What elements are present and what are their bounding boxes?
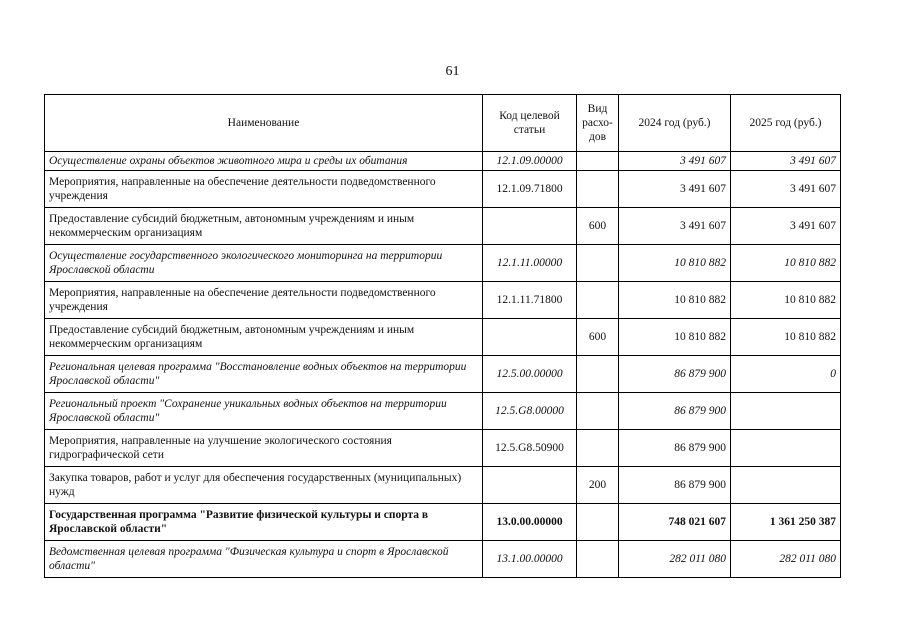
row-name: Осуществление охраны объектов животного мира и среды их обитания bbox=[45, 152, 483, 171]
row-2024: 86 879 900 bbox=[619, 356, 731, 393]
row-code: 12.5.G8.50900 bbox=[483, 430, 577, 467]
table-row bbox=[45, 171, 841, 208]
row-2025 bbox=[731, 393, 841, 430]
table-row bbox=[45, 541, 841, 578]
row-name: Региональный проект "Сохранение уникальных водных объектов на территории Ярославской области" bbox=[45, 393, 483, 430]
table-row bbox=[45, 467, 841, 504]
row-name: Мероприятия, направленные на обеспечение деятельности подведомственного учреждения bbox=[45, 282, 483, 319]
row-2024: 86 879 900 bbox=[619, 430, 731, 467]
table-row bbox=[45, 208, 841, 245]
row-2025: 3 491 607 bbox=[731, 171, 841, 208]
row-code: 13.0.00.00000 bbox=[483, 504, 577, 541]
row-name: Региональная целевая программа "Восстановление водных объектов на территории Ярославской области" bbox=[45, 356, 483, 393]
row-vid bbox=[577, 393, 619, 430]
row-code: 12.1.11.00000 bbox=[483, 245, 577, 282]
row-vid bbox=[577, 152, 619, 171]
row-vid bbox=[577, 541, 619, 578]
row-2024: 86 879 900 bbox=[619, 467, 731, 504]
row-vid: 200 bbox=[577, 467, 619, 504]
row-code bbox=[483, 467, 577, 504]
row-2024: 748 021 607 bbox=[619, 504, 731, 541]
row-name: Осуществление государственного экологического мониторинга на территории Ярославской области bbox=[45, 245, 483, 282]
row-2025: 1 361 250 387 bbox=[731, 504, 841, 541]
row-vid bbox=[577, 171, 619, 208]
header-vid: Вид расхо-дов bbox=[577, 95, 619, 152]
row-2024: 10 810 882 bbox=[619, 282, 731, 319]
table-row bbox=[45, 504, 841, 541]
table-row bbox=[45, 282, 841, 319]
row-2025: 3 491 607 bbox=[731, 152, 841, 171]
header-code: Код целевой статьи bbox=[483, 95, 577, 152]
table-body bbox=[45, 152, 841, 578]
table-row bbox=[45, 152, 841, 171]
row-code: 12.1.09.00000 bbox=[483, 152, 577, 171]
row-2025: 282 011 080 bbox=[731, 541, 841, 578]
row-2024: 3 491 607 bbox=[619, 208, 731, 245]
row-2024: 3 491 607 bbox=[619, 171, 731, 208]
row-code: 12.5.G8.00000 bbox=[483, 393, 577, 430]
table-row bbox=[45, 356, 841, 393]
row-2025 bbox=[731, 430, 841, 467]
header-row bbox=[45, 95, 841, 152]
row-code bbox=[483, 208, 577, 245]
table-row bbox=[45, 393, 841, 430]
row-code: 13.1.00.00000 bbox=[483, 541, 577, 578]
table-row bbox=[45, 319, 841, 356]
row-name: Ведомственная целевая программа "Физическая культура и спорт в Ярославской области" bbox=[45, 541, 483, 578]
header-name: Наименование bbox=[45, 95, 483, 152]
row-2024: 3 491 607 bbox=[619, 152, 731, 171]
budget-table bbox=[44, 94, 841, 578]
row-2025: 10 810 882 bbox=[731, 282, 841, 319]
row-2025: 3 491 607 bbox=[731, 208, 841, 245]
row-vid bbox=[577, 282, 619, 319]
row-2025: 10 810 882 bbox=[731, 319, 841, 356]
row-2024: 282 011 080 bbox=[619, 541, 731, 578]
table-row bbox=[45, 245, 841, 282]
row-name: Закупка товаров, работ и услуг для обеспечения государственных (муниципальных) нужд bbox=[45, 467, 483, 504]
row-vid bbox=[577, 504, 619, 541]
row-name: Предоставление субсидий бюджетным, автономным учреждениям и иным некоммерческим организациям bbox=[45, 208, 483, 245]
page-number: 61 bbox=[445, 64, 460, 79]
row-code bbox=[483, 319, 577, 356]
row-2024: 10 810 882 bbox=[619, 245, 731, 282]
row-vid bbox=[577, 430, 619, 467]
row-code: 12.1.11.71800 bbox=[483, 282, 577, 319]
table-row bbox=[45, 430, 841, 467]
row-2025 bbox=[731, 467, 841, 504]
row-code: 12.1.09.71800 bbox=[483, 171, 577, 208]
row-vid: 600 bbox=[577, 319, 619, 356]
row-2025: 0 bbox=[731, 356, 841, 393]
row-name: Государственная программа "Развитие физической культуры и спорта в Ярославской области" bbox=[45, 504, 483, 541]
row-name: Предоставление субсидий бюджетным, автономным учреждениям и иным некоммерческим организациям bbox=[45, 319, 483, 356]
row-vid bbox=[577, 356, 619, 393]
row-name: Мероприятия, направленные на обеспечение деятельности подведомственного учреждения bbox=[45, 171, 483, 208]
table-header bbox=[45, 95, 841, 152]
header-2025: 2025 год (руб.) bbox=[731, 95, 841, 152]
row-vid: 600 bbox=[577, 208, 619, 245]
row-2024: 86 879 900 bbox=[619, 393, 731, 430]
row-2024: 10 810 882 bbox=[619, 319, 731, 356]
header-2024: 2024 год (руб.) bbox=[619, 95, 731, 152]
row-vid bbox=[577, 245, 619, 282]
row-name: Мероприятия, направленные на улучшение экологического состояния гидрографической сети bbox=[45, 430, 483, 467]
row-code: 12.5.00.00000 bbox=[483, 356, 577, 393]
row-2025: 10 810 882 bbox=[731, 245, 841, 282]
